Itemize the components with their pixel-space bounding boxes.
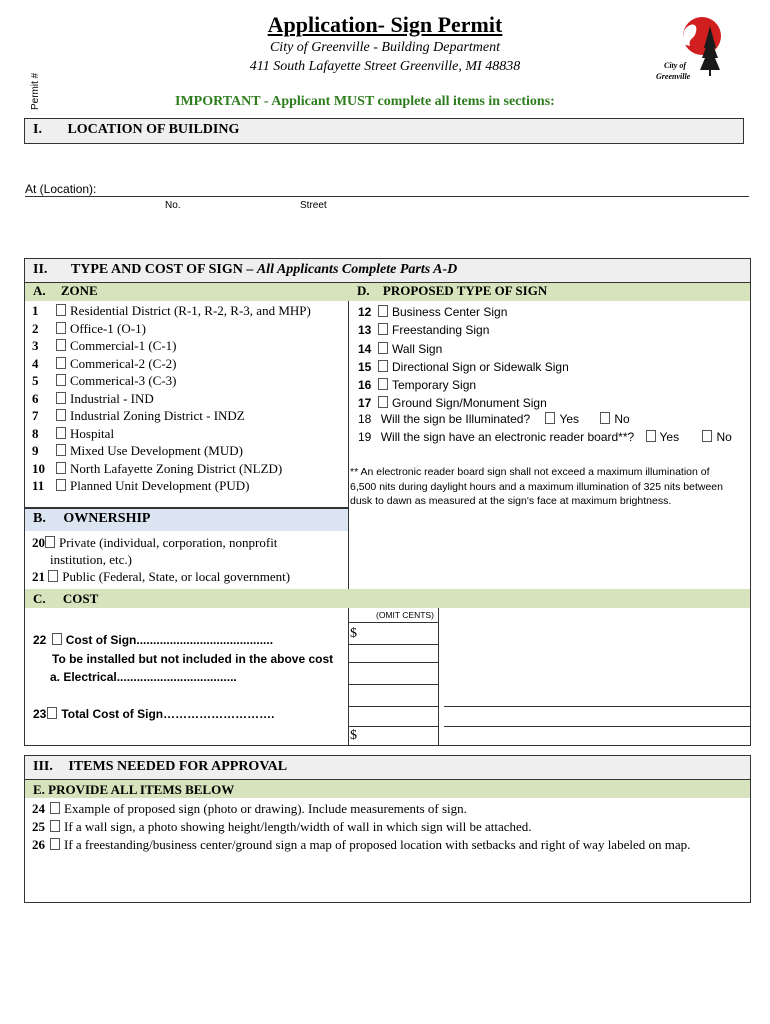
zone-option-9[interactable]: 9 Mixed Use Development (MUD) (32, 443, 243, 458)
omit-cents-note: (OMIT CENTS) (376, 610, 434, 620)
approval-items-list (32, 800, 690, 854)
sign-type-option-15[interactable]: 15 Directional Sign or Sidewalk Sign (358, 359, 569, 374)
ownership-public-checkbox[interactable]: 21 Public (Federal, State, or local government) (32, 569, 291, 584)
column-divider (348, 301, 349, 589)
checkbox-icon[interactable] (56, 392, 66, 404)
checkbox-icon[interactable] (56, 322, 66, 334)
zone-option-11[interactable]: 11 Planned Unit Development (PUD) (32, 478, 250, 493)
zone-option-8[interactable]: 8 Hospital (32, 425, 115, 441)
section-1-header: I. LOCATION OF BUILDING (24, 118, 744, 144)
sign-type-option-14[interactable]: 14 Wall Sign (358, 341, 443, 356)
cost-electrical-label: a. Electrical.................................... (50, 670, 237, 684)
checkbox-icon[interactable] (56, 339, 66, 351)
question-illuminated: 18 Will the sign be Illuminated? Yes No (358, 412, 630, 426)
sign-type-option-16[interactable]: 16 Temporary Sign (358, 378, 477, 393)
checkbox-icon[interactable] (56, 304, 66, 316)
location-street-label: Street (300, 200, 327, 211)
sign-type-list (358, 303, 569, 413)
department-name: City of Greenville - Building Department (269, 40, 501, 55)
cost-sign-dollar: $ (350, 626, 357, 641)
checkbox-icon[interactable] (56, 357, 66, 369)
checkbox-icon[interactable] (56, 374, 66, 386)
checkbox-icon[interactable] (378, 305, 388, 317)
sign-type-option-13[interactable]: 13 Freestanding Sign (358, 323, 490, 338)
signature-line-1[interactable] (444, 706, 750, 707)
zone-list (32, 302, 311, 495)
zone-option-5[interactable]: 5 Commerical-3 (C-3) (32, 373, 177, 388)
cost-of-sign-label: 22 Cost of Sign......................................... (33, 633, 274, 647)
zone-header: A. ZONE (33, 283, 98, 298)
sign-type-header: D. PROPOSED TYPE OF SIGN (357, 283, 548, 298)
checkbox-icon[interactable] (378, 323, 388, 335)
location-no-label: No. (165, 200, 181, 211)
cost-header: C. COST (25, 589, 750, 608)
zone-option-7[interactable]: 7 Industrial Zoning District - INDZ (32, 408, 245, 423)
checkbox-icon[interactable] (50, 838, 60, 850)
location-input-line[interactable] (25, 196, 749, 197)
reader-board-yes-checkbox[interactable]: Yes (646, 430, 680, 444)
section-3-header: III. ITEMS NEEDED FOR APPROVAL (24, 755, 751, 780)
city-logo: City of Greenville (652, 14, 732, 84)
zone-option-3[interactable]: 3 Commercial-1 (C-1) (32, 338, 177, 353)
approval-item-24[interactable]: 24 Example of proposed sign (photo or drawing). Include measurements of sign. (32, 801, 467, 816)
total-cost-dollar: $ (350, 728, 357, 743)
approval-item-26[interactable]: 26 If a freestanding/business center/ground sign a map of proposed location with setbacks and right of way labeled on map. (32, 837, 691, 852)
sign-type-option-12[interactable]: 12 Business Center Sign (358, 305, 508, 319)
permit-number-label: Permit # (30, 72, 41, 110)
checkbox-icon[interactable] (56, 462, 66, 474)
reader-board-note: ** An electronic reader board sign shall not exceed a maximum illumination of 6,500 nits during daylight hours and a maximum illumination of 325 nits between dusk to dawn as measured at the sign's face at maximum brightness. (350, 466, 723, 507)
signature-line-2[interactable] (444, 726, 750, 727)
zone-option-4[interactable]: 4 Commerical-2 (C-2) (32, 355, 177, 371)
checkbox-icon[interactable] (56, 479, 66, 491)
ownership-options: 20 Private (individual, corporation, nonprofit institution, etc.) 21 Public (Federal, State, or local government) (32, 535, 291, 584)
sign-type-option-17[interactable]: 17 Ground Sign/Monument Sign (358, 396, 547, 411)
zone-option-10[interactable]: 10 North Lafayette Zoning District (NLZD) (32, 460, 283, 476)
checkbox-icon[interactable] (378, 360, 388, 372)
location-label: At (Location): (25, 182, 97, 196)
provide-items-header: E. PROVIDE ALL ITEMS BELOW (25, 780, 750, 798)
department-address: 411 South Lafayette Street Greenville, MI 48838 (249, 59, 521, 74)
cost-installed-label: To be installed but not included in the above cost (52, 652, 334, 666)
total-cost-label: 23 Total Cost of Sign………………………. (33, 707, 275, 721)
checkbox-icon[interactable] (56, 444, 66, 456)
illuminated-no-checkbox[interactable]: No (600, 412, 629, 426)
important-notice: IMPORTANT - Applicant MUST complete all items in sections: (175, 94, 555, 109)
page-title: Application- Sign Permit (267, 12, 503, 37)
checkbox-icon[interactable] (50, 820, 60, 832)
zone-option-1[interactable]: 1 Residential District (R-1, R-2, R-3, and MHP) (32, 303, 311, 318)
question-reader-board: 19 Will the sign have an electronic reader board**? Yes No (358, 430, 732, 444)
illuminated-yes-checkbox[interactable]: Yes (545, 412, 579, 426)
zone-option-6[interactable]: 6 Industrial - IND (32, 390, 154, 406)
reader-board-no-checkbox[interactable]: No (702, 430, 731, 444)
cost-amount-column (348, 608, 439, 745)
section-2-header: II. TYPE AND COST OF SIGN – All Applicants Complete Parts A-D (24, 258, 751, 283)
checkbox-icon[interactable] (56, 427, 66, 439)
checkbox-icon[interactable] (378, 378, 388, 390)
approval-item-25[interactable]: 25 If a wall sign, a photo showing height/length/width of wall in which sign will be attached. (32, 819, 532, 834)
zone-option-2[interactable]: 2 Office-1 (O-1) (32, 320, 146, 336)
checkbox-icon[interactable] (378, 396, 388, 408)
checkbox-icon[interactable] (50, 802, 60, 814)
checkbox-icon[interactable] (378, 342, 388, 354)
checkbox-icon[interactable] (56, 409, 66, 421)
ownership-private-checkbox[interactable]: 20 Private (individual, corporation, nonprofit (32, 535, 278, 550)
